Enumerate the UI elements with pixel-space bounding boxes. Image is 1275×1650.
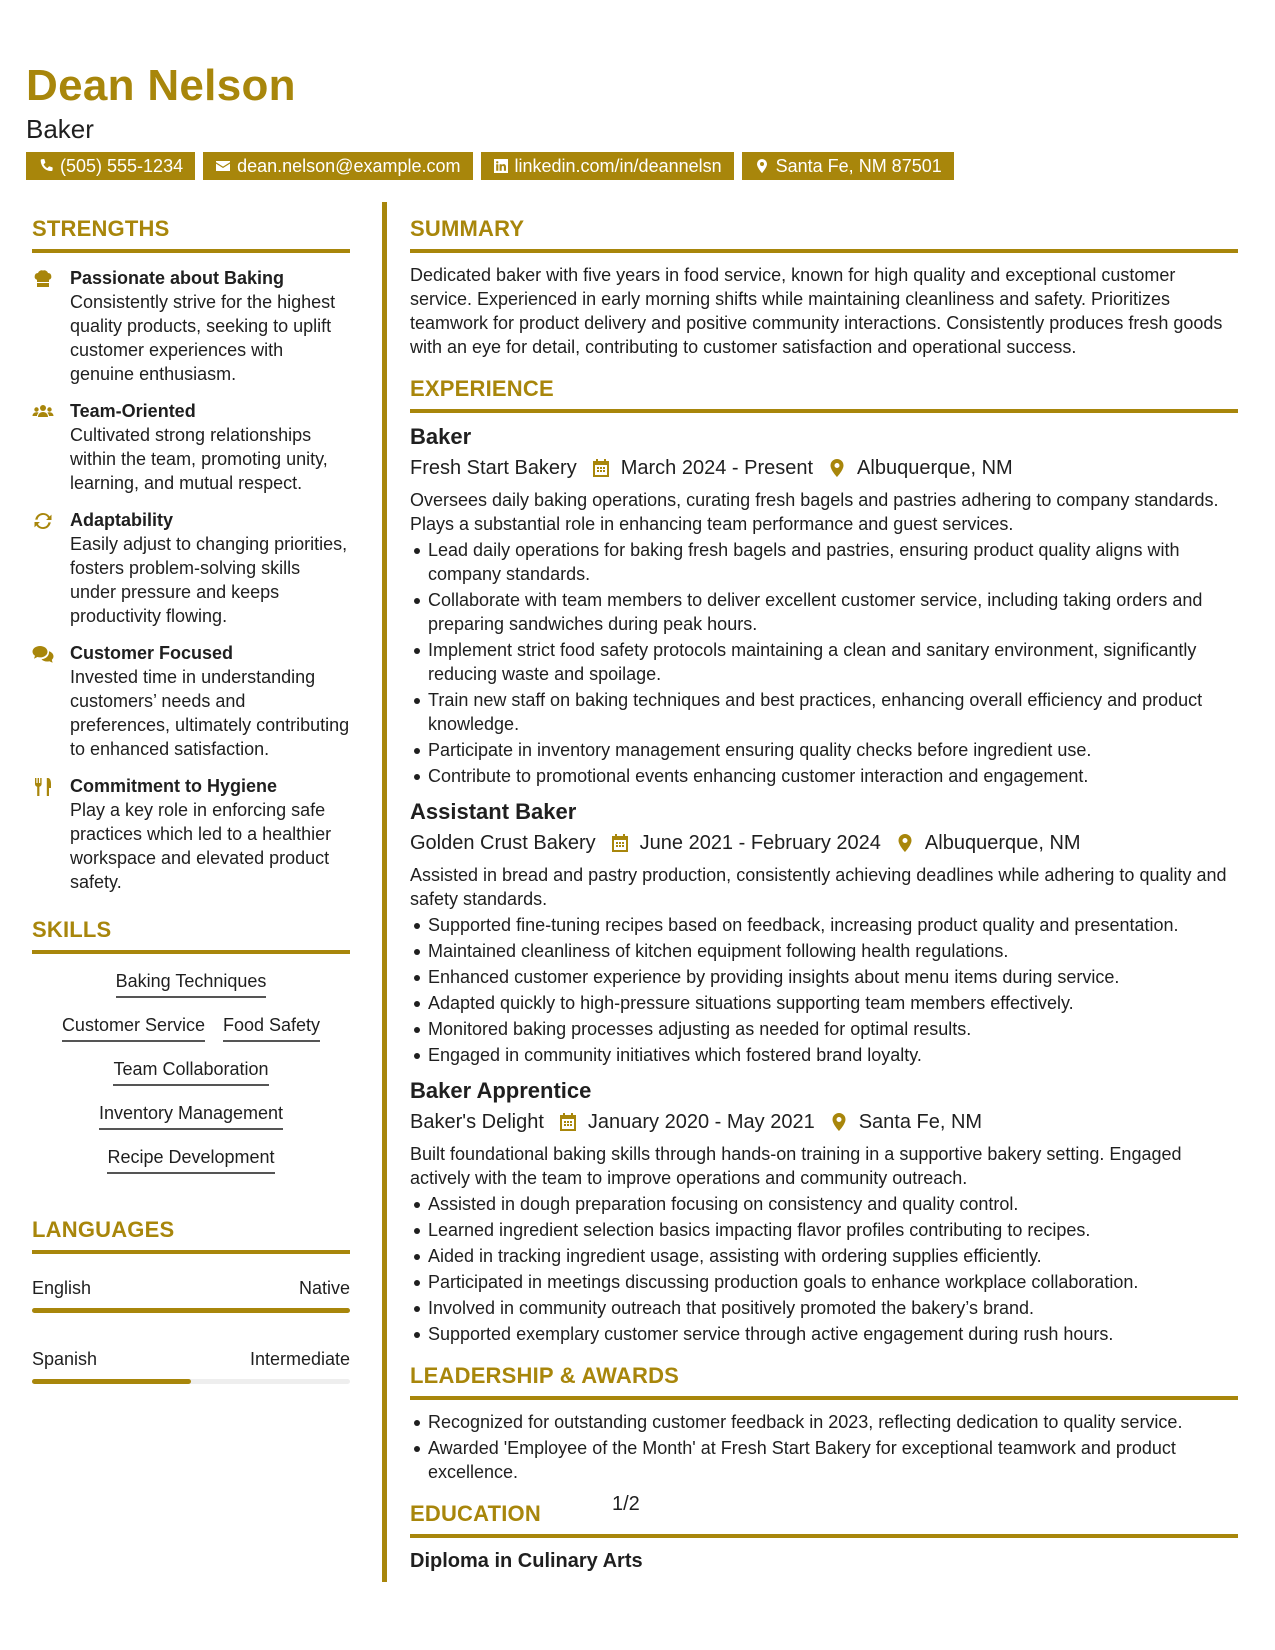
list-item: Maintained cleanliness of kitchen equipment following health regulations. [410,939,1238,963]
language-item [32,1276,350,1313]
list-item: Train new staff on baking techniques and best practices, enhancing overall efficiency and product knowledge. [410,688,1238,736]
linkedin-icon [493,158,509,174]
job-company: Baker's Delight [410,1111,544,1133]
section-title-skills: SKILLS [32,916,350,954]
skill-row [32,1144,350,1174]
language-item [32,1347,350,1384]
skill-tag: Recipe Development [107,1144,274,1174]
list-item: Adapted quickly to high-pressure situations supporting team members effectively. [410,991,1238,1015]
strength-desc: Consistently strive for the highest quality products, seeking to uplift customer experiences with genuine enthusiasm. [70,292,336,384]
map-pin-icon [754,158,770,174]
section-title-experience: EXPERIENCE [410,375,1238,413]
skill-tag: Baking Techniques [116,968,267,998]
comments-icon [32,644,54,664]
list-item: Involved in community outreach that positively promoted the bakery’s brand. [410,1296,1238,1320]
section-title-languages: LANGUAGES [32,1216,350,1254]
education-degree: Diploma in Culinary Arts [410,1550,643,1572]
strength-item [32,774,350,894]
column-divider [382,202,387,1582]
job-bullets [410,538,1238,788]
job-bullets [410,913,1238,1067]
candidate-title: Baker [26,114,94,144]
list-item: Recognized for outstanding customer feedback in 2023, reflecting dedication to quality service. [410,1410,1238,1434]
map-pin-icon [827,458,847,478]
list-item: Enhanced customer experience by providing insights about menu items during service. [410,965,1238,989]
list-item: Assisted in dough preparation focusing on consistency and quality control. [410,1192,1238,1216]
sync-icon [32,511,54,531]
job-description: Assisted in bread and pastry production, consistently achieving deadlines while adhering to quality and safety standards. [410,865,1227,909]
language-bar [32,1379,350,1384]
language-name: Spanish [32,1349,98,1369]
job-meta [410,454,1238,482]
contact-location [742,152,954,180]
calendar-icon [610,833,630,853]
list-item: Engaged in community initiatives which fostered brand loyalty. [410,1043,1238,1067]
map-pin-icon [895,833,915,853]
contact-linkedin-text: linkedin.com/in/deannelsn [514,156,722,176]
utensils-icon [32,777,54,797]
language-level: Native [298,1278,350,1298]
strength-desc: Invested time in understanding customers’ needs and preferences, ultimately contributing to enhanced satisfaction. [70,667,350,759]
skill-tag: Team Collaboration [113,1056,268,1086]
strength-desc: Easily adjust to changing priorities, fosters problem-solving skills under pressure and keeps productivity flowing. [70,534,348,626]
strength-item [32,266,350,386]
strength-item [32,508,350,628]
job-company: Golden Crust Bakery [410,832,596,854]
left-column [32,215,350,1384]
languages-section [32,1216,350,1384]
job-list [410,423,1238,1346]
list-item: Monitored baking processes adjusting as needed for optimal results. [410,1017,1238,1041]
job-entry [410,423,1238,788]
contact-phone[interactable] [26,152,195,180]
section-title-strengths: STRENGTHS [32,215,350,253]
job-description: Built foundational baking skills through hands-on training in a supportive bakery setting. Engaged actively with the team to improve operations and community outreach. [410,1144,1182,1188]
list-item: Collaborate with team members to deliver excellent customer service, including taking orders and preparing sandwiches during peak hours. [410,588,1238,636]
resume-header [26,60,1246,180]
list-item: Lead daily operations for baking fresh bagels and pastries, ensuring product quality aligns with company standards. [410,538,1238,586]
experience-section [410,375,1238,1346]
job-title: Baker [410,424,472,449]
job-meta [410,1108,1238,1136]
skill-row [32,968,350,998]
job-title: Baker Apprentice [410,1078,592,1103]
job-dates: June 2021 - February 2024 [639,832,881,854]
list-item: Learned ingredient selection basics impacting flavor profiles contributing to recipes. [410,1218,1238,1242]
envelope-icon [215,158,231,174]
skill-tag: Inventory Management [99,1100,283,1130]
page-number: 1/2 [612,1493,640,1515]
job-description: Oversees daily baking operations, curating fresh bagels and pastries adhering to company standards. Plays a substantial role in enhancing team performance and guest services. [410,490,1219,534]
map-pin-icon [829,1112,849,1132]
summary-section [410,215,1238,359]
strength-desc: Cultivated strong relationships within the team, promoting unity, learning, and mutual respect. [70,425,328,493]
list-item: Supported exemplary customer service through active engagement during rush hours. [410,1322,1238,1346]
language-bar-fill [32,1379,191,1384]
list-item: Participated in meetings discussing production goals to enhance workplace collaboration. [410,1270,1238,1294]
section-title-leadership: LEADERSHIP & AWARDS [410,1362,1238,1400]
language-name: English [32,1278,92,1298]
list-item: Participate in inventory management ensuring quality checks before ingredient use. [410,738,1238,762]
contact-phone-text: (505) 555-1234 [60,156,184,176]
skill-row [32,1056,350,1086]
job-company: Fresh Start Bakery [410,457,577,479]
contact-bar [26,152,1246,180]
job-meta [410,829,1238,857]
strength-title: Customer Focused [70,643,234,663]
skills-section [32,916,350,1174]
skill-row [32,1100,350,1130]
contact-location-text: Santa Fe, NM 87501 [775,156,942,176]
strength-title: Team-Oriented [70,401,196,421]
contact-email-text: dean.nelson@example.com [237,156,461,176]
language-bar-fill [32,1308,350,1313]
section-title-summary: SUMMARY [410,215,1238,253]
skill-tag: Food Safety [223,1012,320,1042]
education-section [410,1500,1238,1574]
calendar-icon [558,1112,578,1132]
right-column [410,215,1238,1574]
job-location: Santa Fe, NM [858,1111,983,1133]
section-title-education: EDUCATION [410,1500,1238,1538]
job-title: Assistant Baker [410,799,577,824]
contact-email[interactable] [203,152,472,180]
job-dates: March 2024 - Present [620,457,814,479]
job-bullets [410,1192,1238,1346]
language-level: Intermediate [249,1349,350,1369]
job-location: Albuquerque, NM [924,832,1081,854]
strength-title: Commitment to Hygiene [70,776,278,796]
list-item: Supported fine-tuning recipes based on feedback, increasing product quality and presentation. [410,913,1238,937]
language-bar [32,1308,350,1313]
skill-tag: Customer Service [62,1012,205,1042]
job-dates: January 2020 - May 2021 [587,1111,815,1133]
calendar-icon [591,458,611,478]
leadership-list [410,1410,1238,1484]
job-location: Albuquerque, NM [857,457,1013,479]
skill-row [32,1012,350,1042]
strength-title: Adaptability [70,510,174,530]
strengths-section [32,215,350,894]
leadership-section [410,1362,1238,1484]
summary-text: Dedicated baker with five years in food service, known for high quality and exceptional customer service. Experienced in early morning shifts while maintaining cleanliness and safety. Prioritizes teamwork for product delivery and positive community interactions. Consistently produces fresh goods with an eye for detail, contributing to customer satisfaction and operational success. [410,265,1223,357]
list-item: Aided in tracking ingredient usage, assisting with ordering supplies efficiently. [410,1244,1238,1268]
contact-linkedin[interactable] [481,152,734,180]
job-entry [410,798,1238,1067]
list-item: Awarded 'Employee of the Month' at Fresh Start Bakery for exceptional teamwork and product excellence. [410,1436,1238,1484]
strength-desc: Play a key role in enforcing safe practices which led to a healthier workspace and elevated product safety. [70,800,332,892]
users-icon [32,402,54,422]
strength-title: Passionate about Baking [70,268,285,288]
candidate-name: Dean Nelson [26,61,296,110]
job-entry [410,1077,1238,1346]
strength-item [32,399,350,495]
list-item: Contribute to promotional events enhancing customer interaction and engagement. [410,764,1238,788]
phone-icon [38,158,54,174]
strength-item [32,641,350,761]
list-item: Implement strict food safety protocols maintaining a clean and sanitary environment, significantly reducing waste and spoilage. [410,638,1238,686]
chef-hat-icon [32,269,54,289]
